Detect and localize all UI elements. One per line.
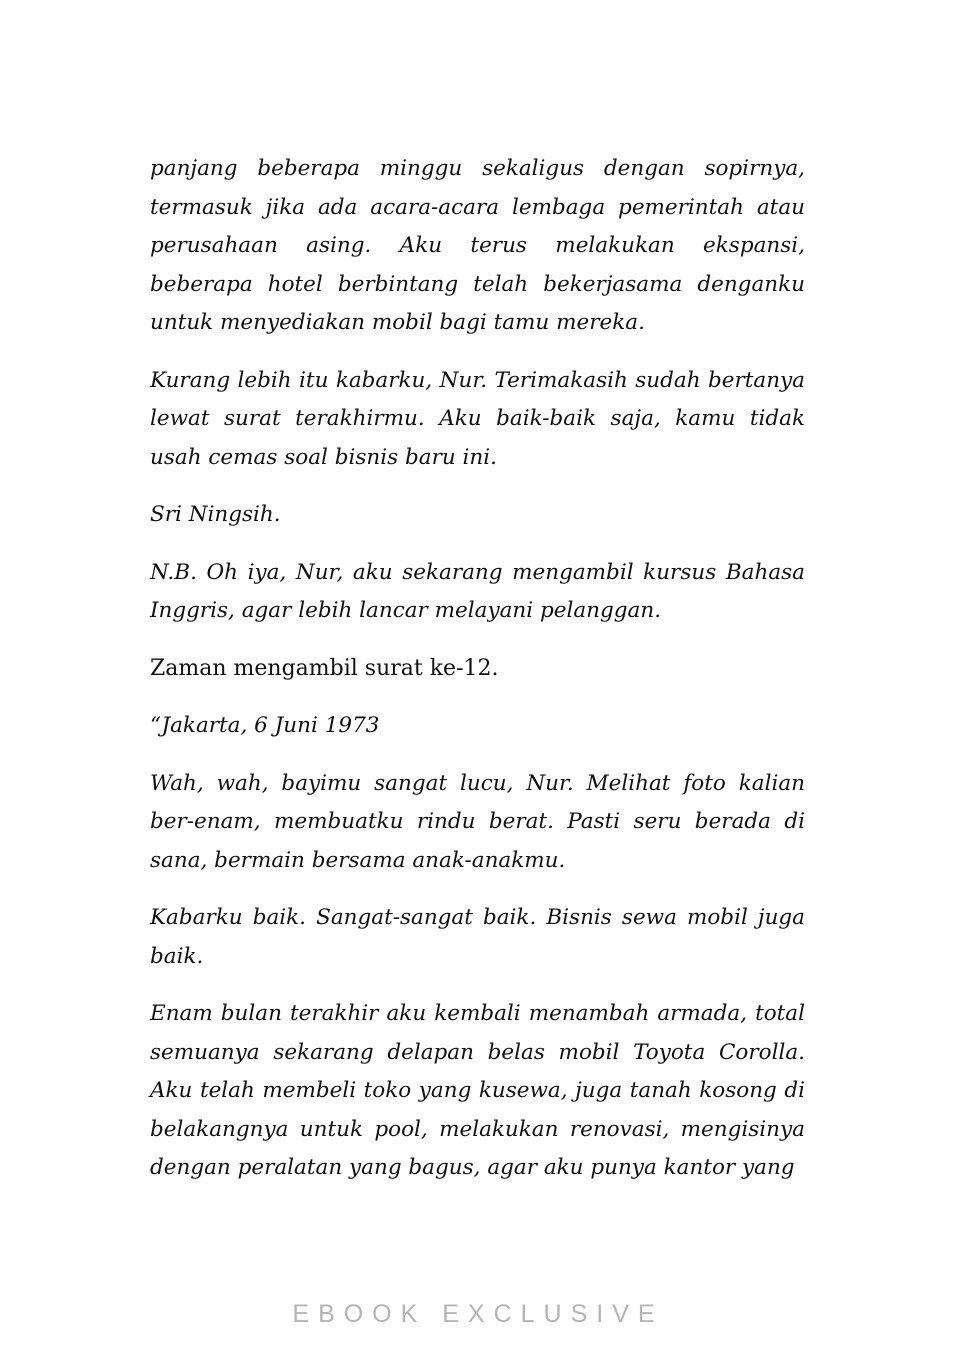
footer-watermark: EBOOK EXCLUSIVE — [292, 1300, 664, 1328]
paragraph-baby: Wah, wah, bayimu sangat lucu, Nur. Melihat foto kalian ber-enam, membuatku rindu berat. Pasti seru berada di sana, bermain bersama anak-anakmu. — [150, 770, 805, 873]
signature-line: Sri Ningsih. — [150, 502, 281, 527]
paragraph-expansion: panjang beberapa minggu sekaligus dengan sopirnya, termasuk jika ada acara-acara lembaga pemerintah atau perusahaan asing. Aku terus melakukan ekspansi, beberapa hotel berbintang telah bekerjasama denganku untuk menyediakan mobil bagi tamu mereka. — [150, 156, 805, 335]
letter-dateline: “Jakarta, 6 Juni 1973 — [150, 713, 380, 738]
page-body — [150, 150, 805, 1207]
paragraph-fleet: Enam bulan terakhir aku kembali menambah armada, total semuanya sekarang delapan belas mobil Toyota Corolla. Aku telah membeli toko yang kusewa, juga tanah kosong di belakangnya untuk pool, melakukan renovasi, mengisinya dengan peralatan yang bagus, agar aku punya kantor yang — [150, 1001, 805, 1180]
narration-line: Zaman mengambil surat ke-12. — [150, 655, 499, 681]
paragraph-news: Kurang lebih itu kabarku, Nur. Terimakasih sudah bertanya lewat surat terakhirmu. Aku baik-baik saja, kamu tidak usah cemas soal bisnis baru ini. — [150, 367, 805, 470]
paragraph-postscript: N.B. Oh iya, Nur, aku sekarang mengambil kursus Bahasa Inggris, agar lebih lancar melayani pelanggan. — [150, 559, 805, 623]
paragraph-status: Kabarku baik. Sangat-sangat baik. Bisnis sewa mobil juga baik. — [150, 905, 805, 969]
